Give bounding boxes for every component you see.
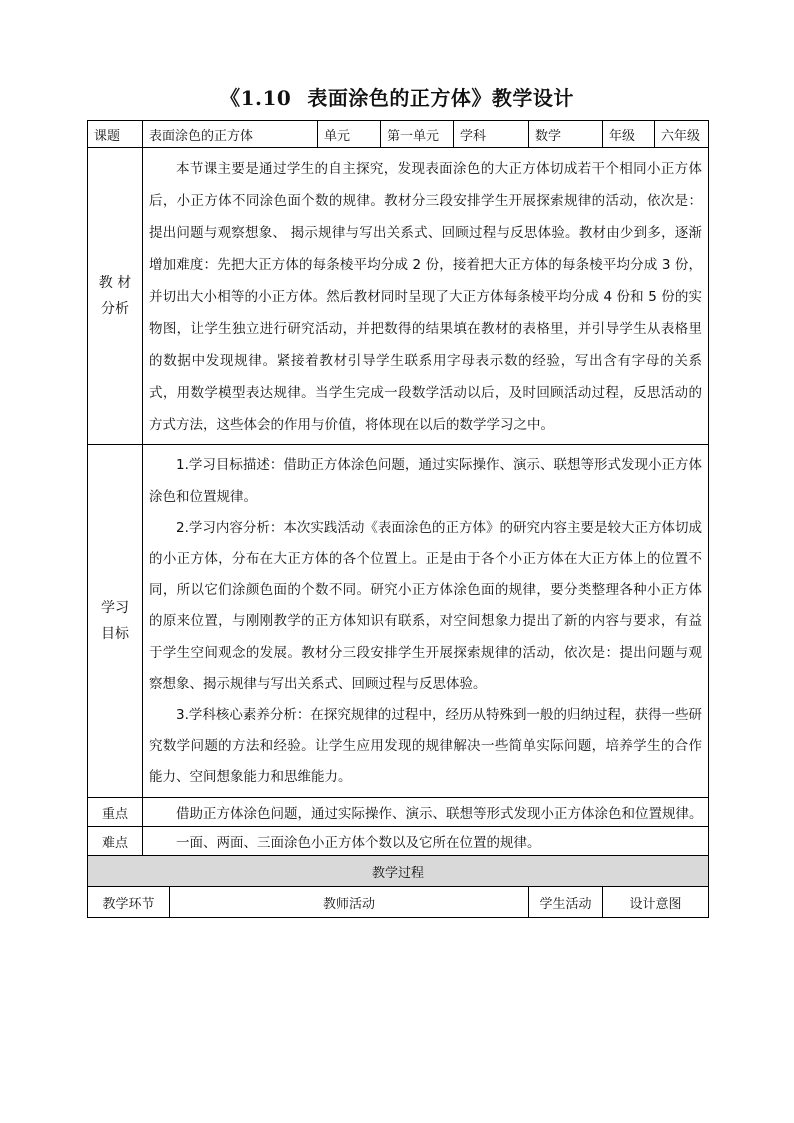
process-col-stage: 教学环节 [88,887,170,918]
goals-row [88,445,709,798]
goals-paragraph-2: 2.学习内容分析：本次实践活动《表面涂色的正方体》的研究内容主要是较大正方体切成的小正方体，分布在大正方体的各个位置上。正是由于各个小正方体在大正方体上的位置不同，所以它们涂颜色面的个数不同。研究小正方体涂色面的规律，要分类整理各种小正方体的原来位置，与刚刚教学的正方体知识有联系，对空间想象力提出了新的内容与要求，有益于学生空间观念的发展。教材分三段安排学生开展探索规律的活动，依次是：提出问题与观察想象、揭示规律与写出关系式、回顾过程与反思体验。 [149,519,703,692]
difficulty-label: 难点 [88,827,143,856]
process-col-student: 学生活动 [529,887,603,918]
goals-paragraph-3: 3.学科核心素养分析：在探究规律的过程中，经历从特殊到一般的归纳过程，获得一些研究数学问题的方法和经验。让学生应用发现的规律解决一些简单实际问题，培养学生的合作能力、空间想象能力和思维能力。 [149,707,703,786]
document-title [0,82,794,111]
topic-label: 课题 [88,121,143,148]
lesson-plan-table [87,120,709,918]
grade-label: 年级 [603,121,655,148]
process-title: 教学过程 [88,856,709,887]
unit-value: 第一单元 [381,121,454,148]
subject-label: 学科 [454,121,529,148]
header-row [88,121,709,148]
analysis-label-line2: 分析 [101,301,129,317]
difficulty-row [88,827,709,856]
goals-label [88,445,143,798]
process-col-intent: 设计意图 [603,887,709,918]
analysis-text: 本节课主要是通过学生的自主探究，发现表面涂色的大正方体切成若干个相同小正方体后，小正方体不同涂色面个数的规律。教材分三段安排学生开展探索规律的活动，依次是：提出问题与观察想象、 揭示规律与写出关系式、回顾过程与反思体验。教材由少到多，逐渐增加难度：先把大正方体的每条棱平均分成 2 份，接着把大正方体的每条棱平均分成 3 份，并切出大小相等的小正方体。然后教材同时呈现了大正方体每条棱平均分成 4 份和 5 份的实物图，让学生独立进行研究活动，并把数得的结果填在教材的表格里，并引导学生从表格里的数据中发现规律。紧接着教材引导学生联系用字母表示数的经验，写出含有字母的关系式，用数学模型表达规律。当学生完成一段数学活动以后，及时回顾活动过程，反思活动的方式方法，这些体会的作用与价值，将体现在以后的数学学习之中。 [149,161,703,433]
key-point-row [88,798,709,827]
process-title-row [88,856,709,887]
goals-label-line2: 目标 [101,626,129,642]
subject-value: 数学 [529,121,603,148]
title-part-2: 表面涂色的正方体》教学设计 [307,86,574,110]
key-point-text: 借助正方体涂色问题，通过实际操作、演示、联想等形式发现小正方体涂色和位置规律。 [143,798,709,827]
title-part-1: 《1.10 [220,86,292,110]
goals-label-line1: 学习 [101,600,129,616]
goals-paragraph-1: 1.学习目标描述：借助正方体涂色问题，通过实际操作、演示、联想等形式发现小正方体涂色和位置规律。 [149,457,703,505]
grade-value: 六年级 [655,121,709,148]
unit-label: 单元 [318,121,381,148]
analysis-row [88,148,709,445]
process-col-teacher: 教师活动 [170,887,529,918]
key-point-label: 重点 [88,798,143,827]
topic-value: 表面涂色的正方体 [143,121,318,148]
analysis-label-line1: 教 材 [98,275,132,291]
process-header-row [88,887,709,918]
goals-content [143,445,709,798]
difficulty-text: 一面、两面、三面涂色小正方体个数以及它所在位置的规律。 [143,827,709,856]
analysis-content [143,148,709,445]
analysis-label [88,148,143,445]
